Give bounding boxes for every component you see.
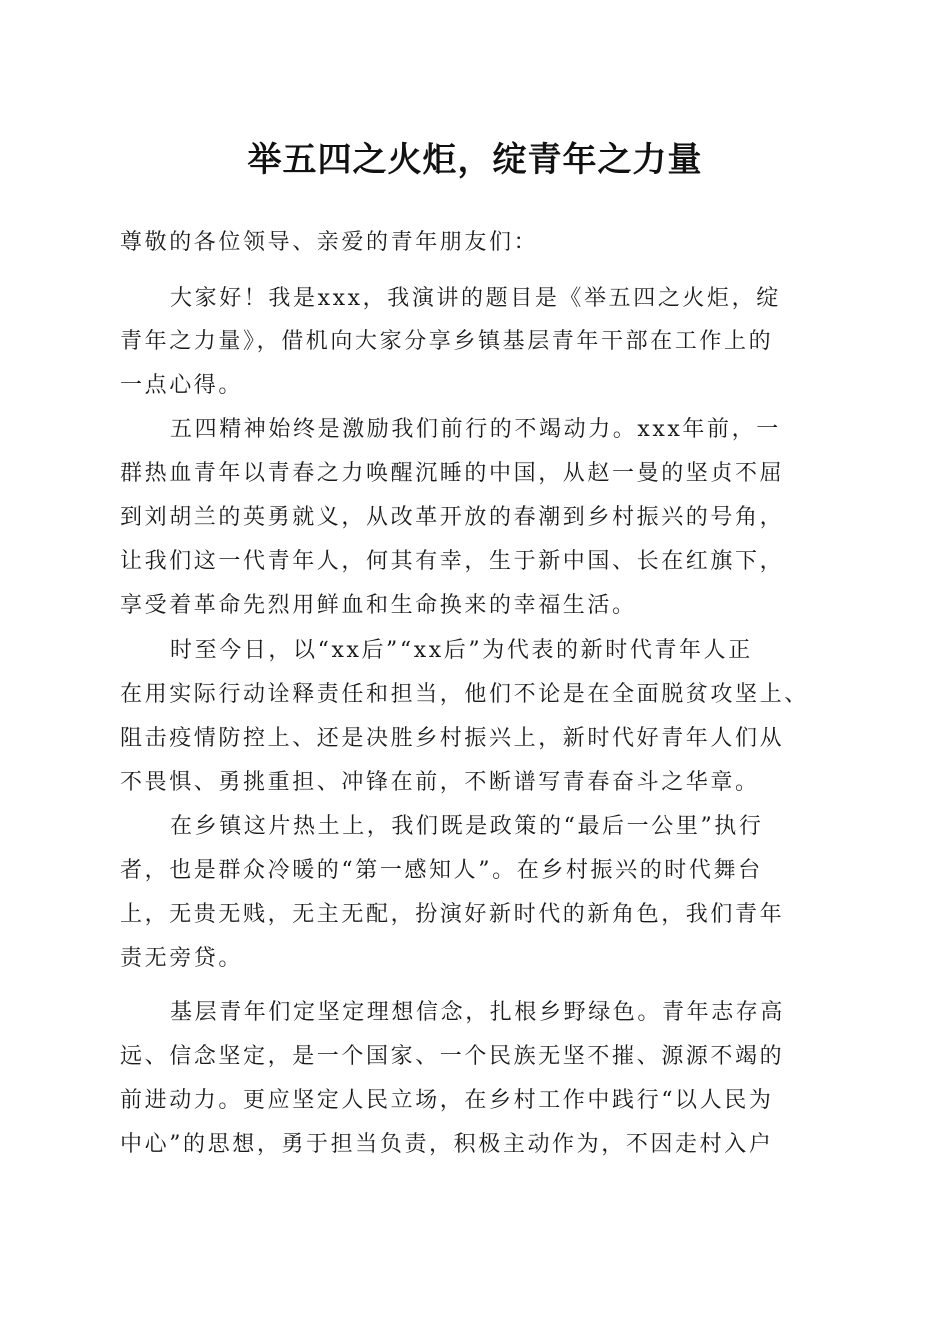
text-line: 一点心得。 xyxy=(120,373,244,398)
text-line: 青年之力量》，借机向大家分享乡镇基层青年干部在工作上的 xyxy=(120,329,774,354)
text-line: 上，无贵无贱，无主无配，扮演好新时代的新角色，我们青年 xyxy=(120,902,785,927)
text-line: 尊敬的各位领导、亲爱的青年朋友们： xyxy=(120,230,539,255)
text-line: 中心”的思想，勇于担当负责，积极主动作为，不因走村入户 xyxy=(120,1132,774,1157)
text-line: 前进动力。更应坚定人民立场，在乡村工作中践行“以人民为 xyxy=(120,1088,774,1113)
text-line: 阻击疫情防控上、还是决胜乡村振兴上，新时代好青年人们从 xyxy=(120,726,785,751)
text-line: 远、信念坚定，是一个国家、一个民族无坚不摧、源源不竭的 xyxy=(120,1044,785,1069)
text-line: 时至今日，以“xx后”“xx后”为代表的新时代青年人正 xyxy=(170,638,753,663)
document-title: 举五四之火炬，绽青年之力量 xyxy=(247,140,703,180)
text-line: 到刘胡兰的英勇就义，从改革开放的春潮到乡村振兴的号角， xyxy=(120,505,785,530)
text-line: 大家好！我是xxx，我演讲的题目是《举五四之火炬，绽 xyxy=(170,286,781,311)
text-line: 让我们这一代青年人，何其有幸，生于新中国、长在红旗下， xyxy=(120,549,785,574)
text-line: 在乡镇这片热土上，我们既是政策的“最后一公里”执行 xyxy=(170,814,764,839)
text-line: 五四精神始终是激励我们前行的不竭动力。xxx年前，一 xyxy=(170,417,781,442)
text-line: 享受着革命先烈用鲜血和生命换来的幸福生活。 xyxy=(120,593,637,618)
text-line: 在用实际行动诠释责任和担当，他们不论是在全面脱贫攻坚上、 xyxy=(120,682,809,707)
text-line: 群热血青年以青春之力唤醒沉睡的中国，从赵一曼的坚贞不屈 xyxy=(120,461,785,486)
text-line: 责无旁贷。 xyxy=(120,946,244,971)
text-line: 者，也是群众冷暖的“第一感知人”。在乡村振兴的时代舞台 xyxy=(120,858,763,883)
text-line: 不畏惧、勇挑重担、冲锋在前，不断谱写青春奋斗之华章。 xyxy=(120,770,760,795)
text-line: 基层青年们定坚定理想信念，扎根乡野绿色。青年志存高 xyxy=(170,1000,786,1025)
